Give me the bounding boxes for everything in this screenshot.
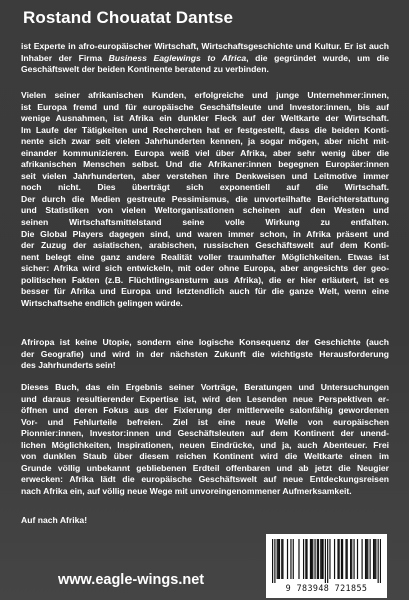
barcode-left-group: 783948 [296, 583, 330, 593]
text-line: wenige Ausnahmen, ist Afrika ein dunkler Fleck auf der Weltkarte der Wirtschaft. [21, 113, 389, 124]
barcode-bar [365, 539, 366, 579]
barcode-bar [342, 539, 343, 579]
text-line: Vor- und Fehlurteile befreien. Ziel ist eine neue Welle von europäischen [21, 416, 389, 427]
text-line: Pionnier:innen, Investor:innen und Geschäftsleuten auf dem Kontinent der unend- [21, 428, 389, 439]
barcode-bar [351, 539, 352, 579]
barcode-right-group: 721855 [334, 583, 368, 593]
barcode-bar [345, 539, 346, 579]
barcode-bar [298, 539, 299, 579]
barcode-bar [312, 539, 313, 579]
text-line: Dieses Buch, das ein Ergebnis seiner Vorträge, Beratungen und Untersuchungen [21, 382, 389, 392]
text-line: des Jahrhunderts sein! [21, 360, 116, 371]
text-line: Die Global Players dagegen sind, und waren immer schon, in Afrika präsent und [21, 228, 389, 239]
barcode-bar [303, 539, 304, 579]
text-line: politischen Fakten (z.B. Flüchtlingsansturm aus Afrika), die er hier erläutert, ist es [21, 274, 389, 285]
barcode-bar [322, 539, 323, 579]
text-line: Wirtschaftsehe endlich gelingen würde. [21, 297, 183, 308]
intro-text-end: , die gegründet wurde, um die Geschäftswelt der beiden Kontinente beratend zu verbinden. [21, 52, 389, 75]
barcode-bar [272, 539, 273, 583]
barcode-bar [357, 539, 358, 579]
body-paragraph-2 [21, 337, 389, 372]
barcode-bar [310, 539, 311, 579]
text-line: und daraus resultierender Expertise ist, wird den Lesenden neue Perspektiven er- [21, 393, 389, 404]
text-line: noch nicht. Dies überträgt sich exponentiell auf die Wirtschaft. [21, 182, 389, 193]
barcode-bar [329, 539, 330, 579]
barcode-bar [373, 539, 374, 579]
text-line: öffnen und deren Fokus aus der Fixierung der mittlerweile salonfähig gewordenen [21, 405, 389, 416]
barcode-bar [318, 539, 319, 579]
barcode-bar [325, 539, 326, 583]
barcode-bar [282, 539, 283, 579]
text-line: Grunde völlig unbekannt gebliebenen Erdteil offenbaren und ab jetzt die Neugier [21, 462, 389, 473]
barcode-bar [321, 539, 322, 579]
barcode-bar [317, 539, 318, 579]
barcode-leading-digit: 9 [285, 583, 292, 593]
barcode-bar [367, 539, 368, 579]
barcode-bar [274, 539, 275, 583]
text-line: besser für Afrika und Europa und letztendlich auch für die ganze Welt, wenn eine [21, 286, 389, 297]
barcode-bar [347, 539, 348, 579]
text-line: Afriropa ist keine Utopie, sondern eine logische Konsequenz der Geschichte (auch [21, 337, 389, 347]
body-paragraph-1 [21, 90, 389, 309]
text-line: nent belegt eine ganz andere Realität voller traumhafter Möglichkeiten. Etwas ist [21, 251, 389, 262]
author-intro-paragraph [21, 41, 389, 76]
barcode-bar [306, 539, 307, 579]
barcode-bar [314, 539, 315, 579]
text-line: Der durch die Medien gestreute Pessimismus, die unvorteilhafte Berichterstattung [21, 193, 389, 204]
barcode-bar [350, 539, 351, 579]
barcode-bar [287, 539, 288, 579]
barcode-bar [366, 539, 367, 579]
text-line: lichen Möglichkeiten, Inspirationen, neuen Eindrücke, und ja, auch Abenteuer. Frei [21, 439, 389, 450]
barcode-bar [293, 539, 294, 579]
barcode-bar [353, 539, 354, 579]
barcode-number [266, 583, 387, 595]
body-paragraph-3 [21, 382, 389, 497]
author-name-heading: Rostand Chouatat Dantse [23, 8, 234, 27]
text-line: Vielen seiner afrikanischen Kunden, erfolgreiche und junge Unternehmer:innen, [21, 90, 389, 100]
closing-line: Auf nach Afrika! [21, 515, 88, 525]
text-line: sicher: Afrika wird sich entwickeln, mit oder ohne Europa, aber angesichts der geo- [21, 263, 389, 274]
barcode-bar [339, 539, 340, 579]
text-line: seinen Wirtschaftsmittelstand seine volle Wirkung zu entfalten. [21, 217, 389, 228]
text-line: und Statistiken von vielen Weltorganisationen scheinen auf den Westen und [21, 205, 389, 216]
text-line: ist Europa fremd und für europäische Geschäftsleute und Investor:innen, bis auf [21, 101, 389, 112]
barcode-bar [311, 539, 312, 579]
isbn-barcode [266, 534, 387, 598]
barcode-bar [334, 539, 335, 579]
barcode-bar [380, 539, 381, 583]
barcode-bar [279, 539, 280, 579]
text-line: erwecken: Afrika lädt die europäische Geschäftswelt auf neue Entdeckungsreisen [21, 474, 389, 485]
text-line: nente sich zwar seit vielen Jahrhunderten kennen, ja sogar mögen, aber nicht mit- [21, 136, 389, 147]
text-line: Im Laufe der Tätigkeiten und Recherchen hat er festgestellt, dass die beiden Konti- [21, 124, 389, 135]
text-line: afrikanischen Menschen selbst. Und die Afrikaner:innen begegnen Europäer:innen [21, 159, 389, 170]
barcode-bar [378, 539, 379, 583]
text-line: nach Afrika ein, auf völlig neue Wege mit unvoreingenommener Aufmerksamkeit. [21, 485, 352, 496]
barcode-bar [374, 539, 375, 579]
website-url: www.eagle-wings.net [58, 572, 205, 588]
barcode-bars [272, 539, 381, 583]
text-line: der Zuzug der asiatischen, arabischen, russischen Geschäftswelt auf dem Konti- [21, 240, 389, 251]
barcode-bar [375, 539, 376, 579]
barcode-bar [361, 539, 362, 579]
barcode-bar [277, 539, 278, 579]
barcode-bar [327, 539, 328, 583]
barcode-bar [337, 539, 338, 579]
barcode-bar [278, 539, 279, 579]
barcode-bar [370, 539, 371, 579]
text-line: seit vielen Jahrhunderten, aber verstehen ihre Denkweisen und Leitmotive immer [21, 170, 389, 181]
barcode-bar [281, 539, 282, 579]
barcode-bar [320, 539, 321, 579]
text-line: von dunklen Staub über diesem reichen Kontinent wird die Weltkarte einen im [21, 451, 389, 462]
company-name: Business Eaglewings to Africa [108, 52, 247, 63]
text-line: einander kommunizieren. Europa weiß viel über Afrika, aber sehr wenig über die [21, 147, 389, 158]
text-line: der Geografie) und wird in der nächsten Zukunft die wichtigste Herausforderung [21, 348, 389, 359]
barcode-bar [341, 539, 342, 579]
barcode-bar [290, 539, 291, 579]
intro-text-start: ist Experte in afro-europäischer Wirtschaft, Wirtschaftsgeschichte und Kultur. Er ist auch Inhaber der Firma [21, 41, 389, 63]
barcode-bar [305, 539, 306, 579]
